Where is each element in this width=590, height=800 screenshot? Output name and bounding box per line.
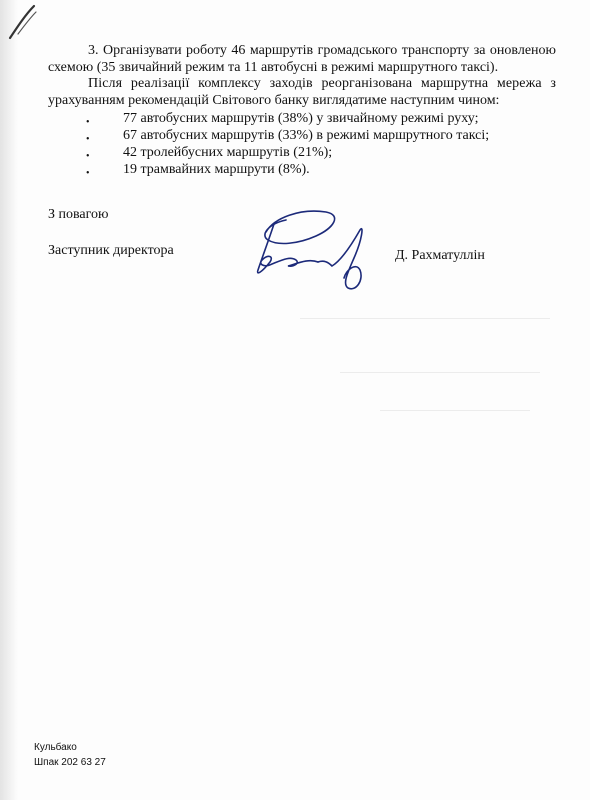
bullet-icon: • (86, 151, 90, 162)
closing-greeting: З повагою (48, 207, 109, 222)
signer-name: Д. Рахматуллін (395, 248, 485, 263)
summary-line-1: Після реалізації комплексу заходів реорганізована маршрутна мережа з (88, 76, 556, 91)
routes-list (48, 110, 489, 178)
item-3-line-2: схемою (35 звичайний режим та 11 автобусні в режимі маршрутного таксі). (48, 60, 499, 75)
scan-edge-shadow (0, 0, 18, 800)
footer-line-1: Кульбако (34, 742, 77, 753)
handwritten-signature (238, 200, 378, 300)
list-item-text: 19 трамвайних маршрути (8%). (123, 162, 310, 177)
bullet-icon: • (86, 117, 90, 128)
footer-line-2: Шпак 202 63 27 (34, 757, 106, 768)
list-item-text: 67 автобусних маршрутів (33%) в режимі маршрутного таксі; (123, 128, 490, 143)
scan-noise-line (300, 318, 550, 319)
scan-noise-line (340, 372, 540, 373)
bullet-icon: • (86, 134, 90, 145)
item-3-line-1: 3. Організувати роботу 46 маршрутів громадського транспорту за оновленою (88, 43, 556, 58)
summary-line-2: урахуванням рекомендацій Світового банку виглядатиме наступним чином: (48, 93, 500, 108)
signer-position: Заступник директора (48, 243, 174, 258)
list-item (48, 110, 489, 127)
scan-corner-mark (4, 4, 38, 42)
list-item (48, 161, 489, 178)
list-item (48, 127, 489, 144)
footer-contact (34, 740, 106, 770)
summary-paragraph (48, 75, 556, 109)
scan-noise-line (380, 410, 530, 411)
list-item-text: 42 тролейбусних маршрутів (21%); (123, 145, 333, 160)
list-item (48, 144, 489, 161)
item-3-paragraph (48, 42, 556, 76)
bullet-icon: • (86, 168, 90, 179)
list-item-text: 77 автобусних маршрутів (38%) у звичайному режимі руху; (123, 111, 479, 126)
